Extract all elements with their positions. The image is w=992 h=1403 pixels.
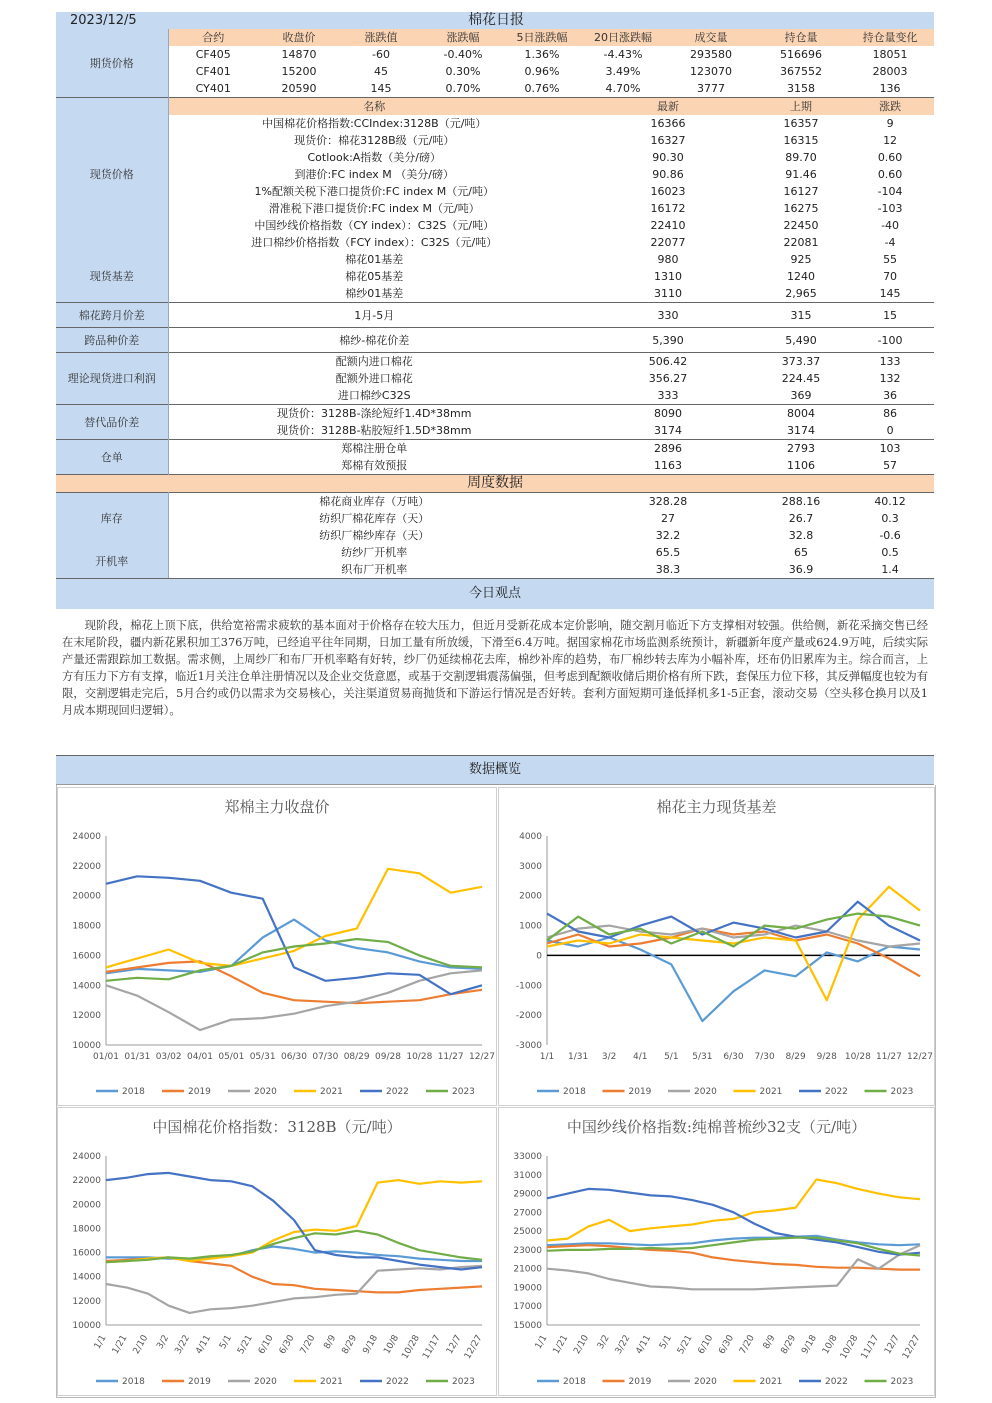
x-tick-label: 05/01 (218, 1052, 245, 1062)
import-change: 133 (846, 353, 934, 371)
chart-title: 中国棉花价格指数：3128B（元/吨） (152, 1118, 402, 1136)
futures-cell: -4.43% (603, 48, 643, 61)
spread-latest: 330 (580, 303, 756, 328)
y-tick-label: -3000 (515, 1041, 542, 1051)
y-tick-label: -1000 (515, 981, 542, 992)
cross-name: 棉纱-棉花价差 (168, 328, 580, 353)
x-tick-label: 5/1 (664, 1052, 679, 1062)
charts-area (56, 785, 936, 1398)
weekly-prev: 288.16 (756, 493, 846, 511)
futures-cell: -60 (372, 48, 390, 61)
weekly-latest: 328.28 (580, 493, 756, 511)
futures-header: 涨跌幅 (422, 29, 504, 46)
legend-label: 2022 (386, 1087, 409, 1097)
weekly-name: 纺纱厂开机率 (341, 546, 408, 559)
spot-latest: 16327 (650, 134, 686, 147)
spot-header: 上期 (756, 98, 846, 116)
legend-label: 2019 (628, 1377, 652, 1387)
substitute-latest: 3174 (654, 424, 682, 437)
legend-label: 2019 (188, 1087, 211, 1097)
spot-name: 进口棉纱价格指数（FCY index）：C32S（元/吨） (251, 236, 498, 249)
import-name: 进口棉纱C32S (337, 389, 411, 402)
spot-latest: 16172 (650, 202, 686, 215)
x-tick-label: 9/18 (800, 1333, 819, 1357)
x-tick-label: 5/21 (675, 1333, 695, 1357)
x-tick-label: 04/01 (187, 1052, 213, 1062)
y-tick-label: 18000 (72, 921, 101, 932)
x-tick-label: 07/30 (312, 1052, 339, 1062)
futures-cell: -0.40% (443, 48, 483, 61)
futures-cell: 145 (370, 82, 392, 95)
legend-label: 2022 (825, 1087, 848, 1097)
x-tick-label: 3/2 (595, 1333, 612, 1352)
spot-header: 最新 (580, 98, 756, 116)
x-tick-label: 5/21 (236, 1333, 255, 1357)
x-tick-label: 4/1 (633, 1052, 648, 1062)
legend-label: 2023 (890, 1377, 914, 1387)
report-table (56, 12, 934, 578)
weekly-latest: 38.3 (655, 563, 681, 576)
import-latest: 356.27 (648, 372, 688, 385)
x-tick-label: 3/22 (173, 1333, 193, 1357)
warehouse-latest: 2896 (580, 440, 756, 458)
warehouse-name: 郑棉有效预报 (341, 459, 408, 472)
spot-header: 涨跌 (846, 98, 934, 116)
spot-prev: 22081 (783, 236, 819, 249)
substitute-change: 86 (846, 405, 934, 423)
spot-change: -103 (877, 202, 903, 215)
y-tick-label: 12000 (72, 1296, 101, 1307)
x-tick-label: 10/8 (382, 1333, 402, 1357)
y-tick-label: 14000 (72, 1272, 101, 1283)
spread-prev: 315 (756, 303, 846, 328)
x-tick-label: 8/9 (322, 1333, 339, 1352)
spot-prev: 16127 (783, 185, 819, 198)
legend-label: 2019 (188, 1377, 211, 1387)
legend-label: 2020 (694, 1087, 717, 1097)
weekly-name: 纺织厂棉纱库存（天） (319, 529, 430, 542)
y-tick-label: 21000 (513, 1264, 542, 1275)
futures-header: 涨跌值 (340, 29, 422, 46)
series-line-2023 (106, 939, 482, 981)
weekly-prev: 65 (794, 546, 808, 559)
y-tick-label: 17000 (513, 1302, 542, 1313)
legend-label: 2018 (563, 1087, 586, 1097)
y-tick-label: 25000 (513, 1227, 542, 1238)
y-tick-label: 19000 (513, 1283, 542, 1294)
x-tick-label: 12/7 (444, 1333, 464, 1357)
spot-prev: 22450 (783, 219, 819, 232)
x-tick-label: 7/20 (298, 1333, 318, 1357)
chart-zce-close (57, 787, 497, 1106)
cross-latest: 5,390 (580, 328, 756, 353)
section-spread: 棉花跨月价差 (56, 303, 168, 328)
legend-label: 2023 (452, 1087, 475, 1097)
weekly-change: 0.3 (881, 512, 899, 525)
warehouse-name: 郑棉注册仓单 (168, 440, 580, 458)
x-tick-label: 7/20 (738, 1333, 757, 1357)
futures-cell: 3.49% (605, 65, 641, 78)
legend-label: 2022 (825, 1377, 848, 1387)
futures-header: 5日涨跌幅 (504, 29, 580, 46)
x-tick-label: 3/22 (613, 1333, 633, 1357)
x-tick-label: 12/27 (900, 1333, 923, 1361)
weekly-name: 织布厂开机率 (341, 563, 408, 576)
import-prev: 369 (790, 389, 812, 402)
spot-latest: 22077 (650, 236, 686, 249)
x-tick-label: 10/8 (820, 1333, 840, 1357)
x-tick-label: 03/02 (155, 1052, 182, 1062)
weekly-change: 0.5 (881, 546, 899, 559)
basis-latest: 1310 (654, 270, 682, 283)
series-line-2023 (106, 1231, 482, 1262)
y-tick-label: 1000 (519, 921, 542, 932)
spot-name: 到港价:FC index M （美分/磅） (294, 168, 454, 181)
spot-latest: 16023 (650, 185, 686, 198)
chart-title: 中国纱线价格指数:纯棉普梳纱32支（元/吨） (566, 1118, 867, 1136)
spot-name: 现货价：棉花3128B级（元/吨） (294, 134, 455, 147)
cross-prev: 5,490 (756, 328, 846, 353)
series-line-2021 (547, 887, 920, 1000)
basis-latest: 3110 (654, 287, 682, 300)
futures-cell: 20590 (281, 82, 317, 95)
x-tick-label: 8/29 (785, 1052, 806, 1062)
legend-label: 2020 (694, 1377, 717, 1387)
y-tick-label: 16000 (72, 951, 101, 962)
spot-prev: 16315 (783, 134, 819, 147)
chart-cc-index (57, 1107, 497, 1396)
weekly-change: 40.12 (846, 493, 934, 511)
basis-name: 棉纱01基差 (345, 287, 404, 300)
futures-cell: 3158 (787, 82, 815, 95)
x-tick-label: 10/28 (400, 1333, 422, 1361)
x-tick-label: 05/31 (249, 1052, 276, 1062)
series-line-2022 (106, 876, 482, 994)
x-tick-label: 09/28 (375, 1052, 401, 1062)
spot-latest: 90.30 (652, 151, 684, 164)
x-tick-label: 1/31 (567, 1052, 589, 1062)
basis-latest: 980 (657, 253, 679, 266)
series-line-2022 (106, 1173, 482, 1270)
import-name: 配额外进口棉花 (335, 372, 413, 385)
y-tick-label: 15000 (513, 1321, 542, 1331)
futures-cell: 15200 (281, 65, 317, 78)
y-tick-label: 12000 (72, 1011, 101, 1022)
y-tick-label: 20000 (72, 1200, 101, 1211)
substitute-name: 现货价：3128B-涤纶短纤1.4D*38mm (168, 405, 580, 423)
y-tick-label: 24000 (72, 832, 101, 842)
x-tick-label: 5/1 (658, 1333, 674, 1352)
spot-prev: 89.70 (785, 151, 817, 164)
x-tick-label: 10/28 (406, 1052, 433, 1062)
futures-cell: CF405 (195, 48, 231, 61)
spot-change: -104 (877, 185, 903, 198)
import-name: 配额内进口棉花 (168, 353, 580, 371)
x-tick-label: 1/21 (551, 1333, 571, 1357)
futures-cell: 0.70% (445, 82, 481, 95)
weekly-latest: 27 (661, 512, 675, 525)
futures-cell: 14870 (281, 48, 317, 61)
futures-cell: CF401 (195, 65, 231, 78)
x-tick-label: 10/28 (844, 1052, 871, 1062)
basis-change: 145 (879, 287, 901, 300)
warehouse-change: 57 (883, 459, 898, 472)
futures-cell: 4.70% (605, 82, 641, 95)
x-tick-label: 4/11 (194, 1333, 214, 1357)
section-warehouse: 仓单 (56, 440, 168, 475)
y-tick-label: 22000 (72, 861, 101, 872)
x-tick-label: 8/29 (779, 1333, 799, 1357)
warehouse-latest: 1163 (654, 459, 682, 472)
legend-label: 2019 (628, 1087, 652, 1097)
x-tick-label: 9/28 (816, 1052, 837, 1062)
import-prev: 224.45 (781, 372, 821, 385)
x-tick-label: 8/9 (761, 1333, 778, 1352)
futures-cell: 1.36% (524, 48, 560, 61)
futures-cell: 136 (879, 82, 901, 95)
x-tick-label: 9/18 (361, 1333, 381, 1357)
overview-title: 数据概览 (56, 755, 934, 785)
x-tick-label: 11/17 (859, 1333, 882, 1361)
x-tick-label: 01/31 (124, 1052, 151, 1062)
spot-name: 滑准税下港口提货价:FC index M（元/吨） (268, 202, 480, 215)
import-change: 132 (879, 372, 901, 385)
x-tick-label: 6/30 (277, 1333, 297, 1357)
x-tick-label: 5/31 (692, 1052, 713, 1062)
x-tick-label: 6/30 (723, 1052, 744, 1062)
spot-change: 9 (886, 117, 894, 130)
y-tick-label: 14000 (72, 981, 101, 992)
x-tick-label: 2/10 (131, 1333, 151, 1357)
y-tick-label: 10000 (72, 1041, 101, 1051)
spot-name: 中国棉花价格指数:CCIndex:3128B（元/吨） (262, 117, 487, 130)
substitute-change: 0 (886, 424, 894, 437)
spot-change: 0.60 (877, 168, 903, 181)
series-line-2018 (547, 938, 920, 1022)
futures-cell: 123070 (690, 65, 732, 78)
warehouse-prev: 1106 (787, 459, 815, 472)
weekly-latest: 65.5 (655, 546, 681, 559)
weekly-title: 周度数据 (56, 475, 934, 493)
section-spot: 现货价格 (56, 98, 168, 252)
legend-label: 2021 (320, 1377, 343, 1387)
import-prev: 373.37 (756, 353, 846, 371)
y-tick-label: 33000 (513, 1152, 542, 1162)
futures-cell: 0.96% (524, 65, 560, 78)
y-tick-label: 29000 (513, 1189, 542, 1200)
y-tick-label: 22000 (72, 1176, 101, 1187)
chart-basis (498, 787, 935, 1106)
opinion-text: 现阶段，棉花上顶下底，供给宽裕需求疲软的基本面对于价格存在较大压力，但近月受新花成本定价影响，随交割月临近下方支撑相对较强。供给侧，新花采摘交售已经在末尾阶段，疆内新花累积加工376万吨，已经追平往年同期，日加工量有所放缓，下滑至6.4万吨。据国家棉花市场监测系统预计，新疆新年度产量或624.9万吨，后续实际产量还需跟踪加工数据。需求侧，上周纱厂和布厂开机率略有好转，纱厂仍延续棉花去库，棉纱补库的趋势，布厂棉纱转去库为小幅补库，坯布仍旧累库为主。综合而言，上方有压力下方有支撑，临近1月关注仓单注册情况以及企业交货意愿，或基于交割逻辑震荡偏强，但考虑到配额收储后期价格有所下跌，套保压力位下移，其反弹幅度也较为有限，交割逻辑走完后，5月合约或仍以需求为交易核心，关注渠道贸易商抛货和下游运行情况是否好转。套利方面短期可逢低择机多1-5正套，滚动交易（空头移仓换月以及1月成本期现回归逻辑）。 (62, 619, 928, 717)
weekly-name: 棉花商业库存（万吨） (168, 493, 580, 511)
futures-cell: 18051 (872, 48, 908, 61)
x-tick-label: 1/1 (533, 1333, 550, 1352)
x-tick-label: 6/10 (696, 1333, 716, 1357)
y-tick-label: 2000 (519, 891, 542, 902)
futures-header: 成交量 (666, 29, 756, 46)
spot-change: 0.60 (877, 151, 903, 164)
spot-change: 12 (883, 134, 898, 147)
section-basis: 现货基差 (56, 251, 168, 303)
spot-name: 1%配额关税下港口提货价:FC index M（元/吨） (254, 185, 494, 198)
spread-change: 15 (846, 303, 934, 328)
weekly-change: 1.4 (881, 563, 899, 576)
legend-label: 2021 (759, 1377, 783, 1387)
legend-label: 2023 (890, 1087, 914, 1097)
x-tick-label: 6/30 (717, 1333, 737, 1357)
x-tick-label: 12/27 (469, 1052, 495, 1062)
y-tick-label: 20000 (72, 891, 101, 902)
x-tick-label: 01/01 (93, 1052, 119, 1062)
series-line-2021 (106, 869, 482, 968)
futures-cell: 28003 (872, 65, 908, 78)
section-inventory: 库存 (56, 493, 168, 545)
spot-change: -40 (881, 219, 900, 232)
x-tick-label: 10/28 (838, 1333, 861, 1361)
import-latest: 333 (657, 389, 679, 402)
weekly-latest: 32.2 (655, 529, 681, 542)
x-tick-label: 3/2 (601, 1052, 617, 1062)
futures-cell: 516696 (780, 48, 822, 61)
report-date: 2023/12/5 (56, 12, 168, 29)
y-tick-label: 4000 (519, 832, 542, 842)
x-tick-label: 12/27 (462, 1333, 485, 1361)
x-tick-label: 11/27 (437, 1052, 464, 1062)
chart-cy-index (498, 1107, 935, 1396)
futures-cell: 0.30% (445, 65, 481, 78)
substitute-name: 现货价：3128B-粘胶短纤1.5D*38mm (277, 424, 472, 437)
futures-header: 持仓量 (756, 29, 846, 46)
spot-name: 中国纱线价格指数（CY index）：C32S（元/吨） (254, 219, 495, 232)
futures-cell: 367552 (780, 65, 822, 78)
y-tick-label: 31000 (513, 1170, 542, 1181)
substitute-prev: 8004 (756, 405, 846, 423)
futures-cell: 0.76% (524, 82, 560, 95)
import-change: 36 (883, 389, 898, 402)
basis-prev: 925 (790, 253, 812, 266)
spot-change: -4 (884, 236, 896, 249)
section-rate: 开机率 (56, 544, 168, 578)
x-tick-label: 5/1 (218, 1333, 234, 1352)
legend-label: 2021 (320, 1087, 343, 1097)
chart-title: 棉花主力现货基差 (656, 798, 777, 816)
substitute-prev: 3174 (787, 424, 815, 437)
import-latest: 506.42 (580, 353, 756, 371)
section-futures: 期货价格 (56, 29, 168, 98)
legend-label: 2022 (386, 1377, 409, 1387)
x-tick-label: 6/10 (256, 1333, 276, 1357)
x-tick-label: 3/2 (155, 1333, 172, 1352)
spot-latest: 22410 (650, 219, 686, 232)
spot-prev: 16357 (783, 117, 819, 130)
legend-label: 2023 (452, 1377, 475, 1387)
legend-label: 2020 (254, 1377, 277, 1387)
y-tick-label: 16000 (72, 1248, 101, 1259)
y-tick-label: 18000 (72, 1224, 101, 1235)
x-tick-label: 1/21 (110, 1333, 130, 1357)
weekly-prev: 32.8 (788, 529, 814, 542)
basis-change: 55 (883, 253, 898, 266)
warehouse-prev: 2793 (756, 440, 846, 458)
legend-label: 2021 (759, 1087, 783, 1097)
x-tick-label: 12/27 (907, 1052, 933, 1062)
weekly-prev: 36.9 (788, 563, 814, 576)
cross-change: -100 (846, 328, 934, 353)
series-line-2018 (547, 1236, 920, 1245)
substitute-latest: 8090 (580, 405, 756, 423)
futures-header: 20日涨跌幅 (580, 29, 666, 46)
spot-prev: 16275 (783, 202, 819, 215)
report-title: 棉花日报 (168, 12, 934, 29)
y-tick-label: 24000 (72, 1152, 101, 1162)
section-cross: 跨品种价差 (56, 328, 168, 353)
legend-label: 2018 (122, 1377, 145, 1387)
chart-title: 郑棉主力收盘价 (224, 798, 330, 816)
x-tick-label: 4/11 (634, 1333, 654, 1357)
spot-latest: 16366 (650, 117, 686, 130)
x-tick-label: 11/17 (421, 1333, 443, 1361)
weekly-change: -0.6 (879, 529, 901, 542)
futures-cell: 293580 (690, 48, 732, 61)
y-tick-label: 0 (536, 951, 542, 962)
spot-prev: 91.46 (785, 168, 817, 181)
weekly-name: 纺织厂棉花库存（天） (319, 512, 430, 525)
series-line-2019 (106, 1257, 482, 1292)
x-tick-label: 1/1 (92, 1333, 109, 1352)
basis-prev: 1240 (787, 270, 815, 283)
spot-name: Cotlook:A指数（美分/磅） (307, 151, 442, 164)
spot-header: 名称 (168, 98, 580, 116)
warehouse-change: 103 (846, 440, 934, 458)
x-tick-label: 8/29 (340, 1333, 360, 1357)
legend-label: 2020 (254, 1087, 277, 1097)
weekly-prev: 26.7 (788, 512, 814, 525)
legend-label: 2018 (563, 1377, 586, 1387)
y-tick-label: 23000 (513, 1245, 542, 1256)
spread-name: 1月-5月 (168, 303, 580, 328)
futures-cell: 3777 (697, 82, 725, 95)
opinion-title: 今日观点 (56, 578, 934, 609)
x-tick-label: 11/27 (875, 1052, 902, 1062)
futures-header: 持仓量变化 (846, 29, 934, 46)
futures-header: 收盘价 (258, 29, 340, 46)
section-import-profit: 理论现货进口利润 (56, 353, 168, 405)
basis-prev: 2,965 (785, 287, 817, 300)
section-substitute: 替代品价差 (56, 405, 168, 440)
y-tick-label: 27000 (513, 1208, 542, 1219)
spot-latest: 90.86 (652, 168, 684, 181)
basis-name: 棉花01基差 (345, 253, 404, 266)
futures-header: 合约 (168, 29, 258, 46)
basis-name: 棉花05基差 (345, 270, 404, 283)
x-tick-label: 1/1 (539, 1052, 555, 1062)
x-tick-label: 06/30 (281, 1052, 307, 1062)
y-tick-label: 3000 (519, 861, 542, 872)
x-tick-label: 12/7 (883, 1333, 902, 1357)
basis-change: 70 (883, 270, 898, 283)
y-tick-label: 10000 (72, 1321, 101, 1331)
x-tick-label: 7/30 (754, 1052, 775, 1062)
legend-label: 2018 (122, 1087, 145, 1097)
y-tick-label: -2000 (515, 1011, 542, 1022)
x-tick-label: 08/29 (343, 1052, 370, 1062)
report-page (56, 12, 934, 1398)
x-tick-label: 2/10 (572, 1333, 592, 1357)
futures-cell: CY401 (195, 82, 231, 95)
futures-cell: 45 (374, 65, 388, 78)
